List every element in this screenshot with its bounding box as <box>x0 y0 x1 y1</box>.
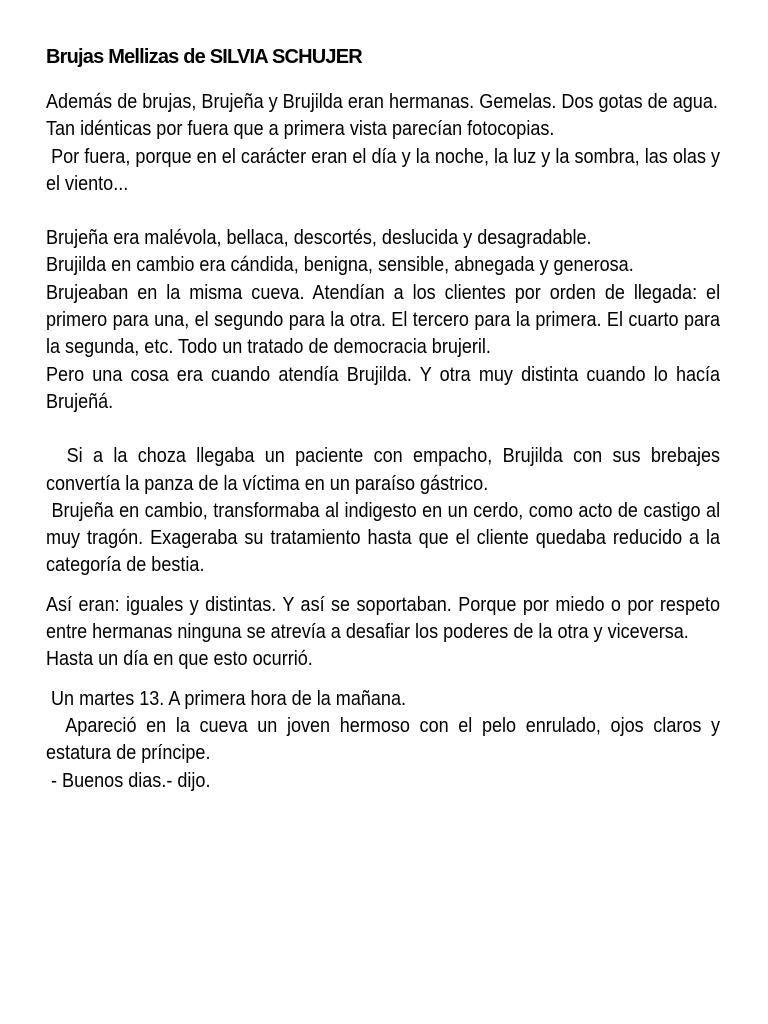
paragraph-13: Apareció en la cueva un joven hermoso con el pelo enrulado, ojos claros y estatura de príncipe. <box>46 713 726 765</box>
paragraph-spacing <box>46 579 720 591</box>
paragraph-10: Así eran: iguales y distintas. Y así se soportaban. Porque por miedo o por respeto entre hermanas ninguna se atrevía a desafiar los poderes de la otra y viceversa. <box>46 592 726 644</box>
paragraph-3: Por fuera, porque en el carácter eran el día y la noche, la luz y la sombra, las olas y el viento... <box>46 144 726 195</box>
paragraph-11: Hasta un día en que esto ocurrió. <box>46 647 313 671</box>
document-body <box>46 88 726 794</box>
paragraph-7: Pero una cosa era cuando atendía Brujilda. Y otra muy distinta cuando lo hacía Brujeñá. <box>46 362 726 413</box>
paragraph-8: Si a la choza llegaba un paciente con empacho, Brujilda con sus brebajes convertía la panza de la víctima en un paraíso gástrico. <box>46 444 726 495</box>
paragraph-spacing <box>46 673 720 685</box>
document-page <box>46 44 726 794</box>
paragraph-5: Brujilda en cambio era cándida, benigna, sensible, abnegada y generosa. <box>46 253 634 277</box>
paragraph-1: Además de brujas, Brujeña y Brujilda eran hermanas. Gemelas. Dos gotas de agua. <box>46 90 718 113</box>
paragraph-9: Brujeña en cambio, transformaba al indigesto en un cerdo, como acto de castigo al muy tragón. Exageraba su tratamiento hasta que el cliente quedaba reducido a la categoría de bestia. <box>46 498 726 577</box>
paragraph-14: - Buenos dias.- dijo. <box>46 768 211 792</box>
paragraph-6: Brujeaban en la misma cueva. Atendían a los clientes por orden de llegada: el primero para una, el segundo para la otra. El tercero para la primera. El cuarto para la segunda, etc. Todo un tratado de democracia brujeril. <box>46 280 726 359</box>
paragraph-12: Un martes 13. A primera hora de la mañana. <box>46 686 407 710</box>
blank-line <box>46 415 720 442</box>
paragraph-4: Brujeña era malévola, bellaca, descortés, deslucida y desagradable. <box>46 226 592 250</box>
paragraph-2: Tan idénticas por fuera que a primera vista parecían fotocopias. <box>46 117 555 141</box>
blank-line <box>46 197 720 224</box>
document-title: Brujas Mellizas de SILVIA SCHUJER <box>46 46 362 68</box>
